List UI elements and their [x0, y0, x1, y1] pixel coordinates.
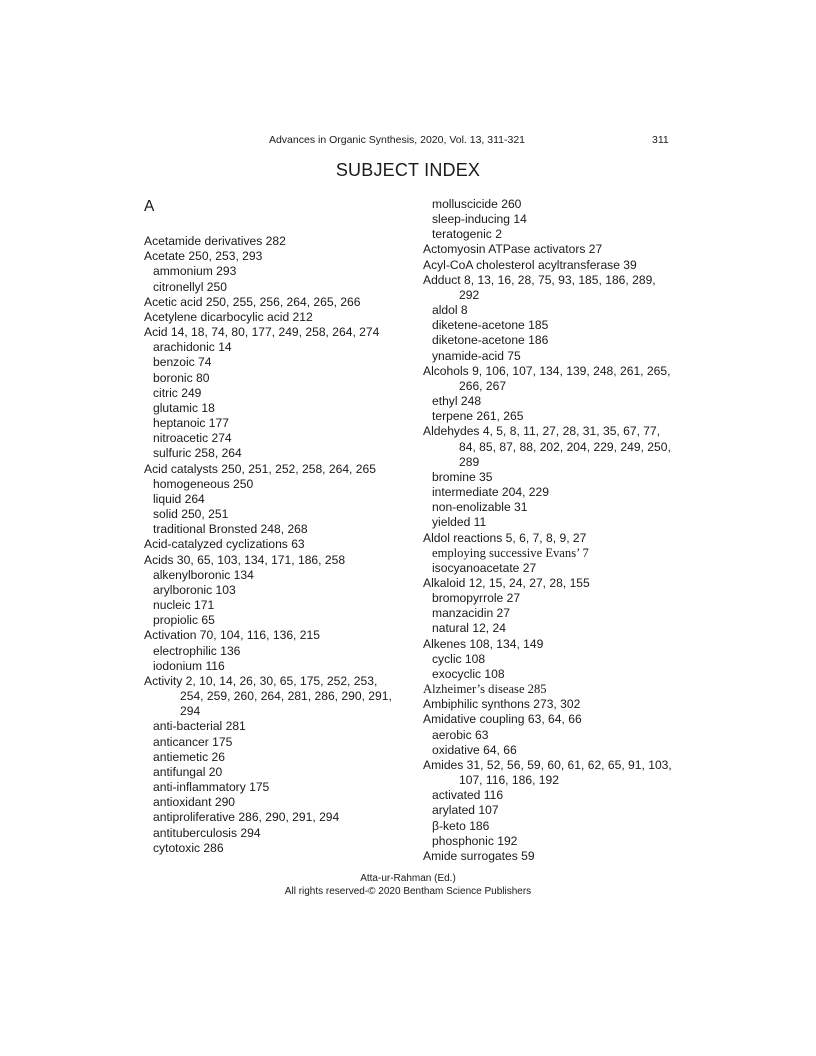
index-subentry: antioxidant 290 [153, 795, 236, 810]
journal-citation: Advances in Organic Synthesis, 2020, Vol. 13, 311-321 [268, 134, 526, 146]
index-subentry: nucleic 171 [153, 598, 215, 613]
index-entry: Acetic acid 250, 255, 256, 264, 265, 266 [144, 294, 361, 309]
index-entry: Acetate 250, 253, 293 [144, 249, 263, 264]
index-subentry: arachidonic 14 [153, 340, 232, 355]
index-subentry: glutamic 18 [153, 400, 215, 415]
index-entry: Actomyosin ATPase activators 27 [423, 242, 603, 257]
index-entry: Acyl-CoA cholesterol acyltransferase 39 [423, 257, 637, 272]
running-head [0, 134, 816, 148]
index-subentry: β-keto 186 [432, 818, 490, 833]
index-subentry: homogeneous 250 [153, 476, 254, 491]
index-entry: Aldol reactions 5, 6, 7, 8, 9, 27 [423, 530, 587, 545]
page-number: 311 [652, 134, 669, 146]
index-subentry: anticancer 175 [153, 734, 233, 749]
index-subentry: anti-bacterial 281 [153, 719, 246, 734]
index-entry: Aldehydes 4, 5, 8, 11, 27, 28, 31, 35, 67, 77, [423, 424, 661, 439]
index-subentry: oxidative 64, 66 [432, 742, 517, 757]
index-entry: Alkaloid 12, 15, 24, 27, 28, 155 [423, 576, 590, 590]
index-entry-continuation: 289 [459, 454, 480, 469]
index-subentry: iodonium 116 [153, 658, 225, 673]
index-subentry: antiproliferative 286, 290, 291, 294 [153, 810, 340, 825]
index-subentry: molluscicide 260 [432, 197, 522, 211]
index-entry: Acetylene dicarbocylic acid 212 [144, 309, 313, 324]
index-subentry: ethyl 248 [432, 394, 482, 409]
index-subentry: ammonium 293 [153, 264, 237, 279]
index-entry-continuation: 84, 85, 87, 88, 202, 204, 229, 249, 250, [459, 439, 671, 454]
index-subentry: heptanoic 177 [153, 416, 229, 431]
index-entry: Acid-catalyzed cyclizations 63 [144, 537, 305, 552]
index-entry: Alcohols 9, 106, 107, 134, 139, 248, 261, 265, [423, 363, 671, 378]
index-entry: Acetamide derivatives 282 [144, 234, 286, 248]
index-subentry: traditional Bronsted 248, 268 [153, 522, 308, 537]
page-title: SUBJECT INDEX [335, 160, 481, 180]
index-entry: Ambiphilic synthons 273, 302 [423, 697, 581, 712]
index-entry: Acid 14, 18, 74, 80, 177, 249, 258, 264, 274 [144, 325, 380, 340]
index-subentry: manzacidin 27 [432, 606, 510, 621]
index-subentry: boronic 80 [153, 370, 210, 385]
index-entry: Amides 31, 52, 56, 59, 60, 61, 62, 65, 91, 103, [423, 757, 672, 772]
index-subentry: antiemetic 26 [153, 749, 225, 764]
index-subentry: antituberculosis 294 [153, 825, 261, 840]
index-entry-continuation: 254, 259, 260, 264, 281, 286, 290, 291, [180, 689, 392, 704]
index-subentry: citric 249 [153, 385, 202, 400]
index-subentry: non-enolizable 31 [432, 500, 528, 515]
index-entry: Alzheimer’s disease 285 [423, 682, 547, 697]
index-subentry: arylated 107 [432, 803, 499, 818]
index-entry: Acid catalysts 250, 251, 252, 258, 264, 265 [144, 461, 376, 476]
index-subentry: aldol 8 [432, 303, 468, 318]
index-subentry: sleep-inducing 14 [432, 212, 527, 227]
index-subentry: terpene 261, 265 [432, 409, 524, 424]
footer-rights: All rights reserved-© 2020 Bentham Science Publishers [284, 886, 532, 897]
index-subentry: arylboronic 103 [153, 582, 236, 597]
index-subentry: ynamide-acid 75 [432, 348, 521, 363]
index-entry-continuation: 107, 116, 186, 192 [459, 773, 559, 788]
index-subentry: anti-inflammatory 175 [153, 780, 270, 795]
index-entry: Amide surrogates 59 [423, 848, 535, 863]
index-subentry: cyclic 108 [432, 651, 486, 666]
footer-editor: Atta-ur-Rahman (Ed.) [360, 873, 456, 884]
index-entry-continuation: 292 [459, 287, 480, 302]
index-entry-continuation: 266, 267 [459, 378, 507, 393]
index-subentry: propiolic 65 [153, 613, 215, 628]
index-subentry: bromine 35 [432, 469, 493, 484]
index-entry: Activity 2, 10, 14, 26, 30, 65, 175, 252, 253, [144, 673, 378, 688]
index-entry: Adduct 8, 13, 16, 28, 75, 93, 185, 186, 289, [423, 272, 656, 287]
index-subentry: yielded 11 [432, 515, 487, 530]
section-letter: A [144, 198, 155, 215]
index-entry-continuation: 294 [180, 704, 201, 719]
index-subentry: benzoic 74 [153, 355, 212, 370]
index-subentry: aerobic 63 [432, 727, 489, 742]
index-subentry: sulfuric 258, 264 [153, 446, 242, 461]
index-subentry: diketene-acetone 185 [432, 318, 549, 333]
index-subentry: electrophilic 136 [153, 643, 241, 658]
index-subentry: teratogenic 2 [432, 227, 502, 242]
index-subentry: intermediate 204, 229 [432, 485, 549, 500]
index-subentry: citronellyl 250 [153, 279, 227, 294]
index-entry: Amidative coupling 63, 64, 66 [423, 712, 582, 727]
index-subentry: liquid 264 [153, 491, 205, 506]
index-subentry: bromopyrrole 27 [432, 591, 521, 606]
index-subentry: alkenylboronic 134 [153, 567, 254, 582]
index-subentry: cytotoxic 286 [153, 840, 224, 855]
index-subentry: isocyanoacetate 27 [432, 560, 537, 575]
index-entry: Alkenes 108, 134, 149 [423, 636, 544, 651]
index-subentry: antifungal 20 [153, 764, 223, 779]
index-subentry: activated 116 [432, 788, 504, 803]
index-subentry: exocyclic 108 [432, 666, 505, 681]
index-subentry: natural 12, 24 [432, 621, 506, 636]
index-subentry: solid 250, 251 [153, 507, 229, 522]
index-entry: Activation 70, 104, 116, 136, 215 [144, 628, 320, 643]
index-subentry: phosphonic 192 [432, 833, 518, 848]
index-subentry: diketone-acetone 186 [432, 333, 549, 348]
index-entry: Acids 30, 65, 103, 134, 171, 186, 258 [144, 552, 346, 567]
index-subentry: nitroacetic 274 [153, 431, 232, 446]
index-subentry: employing successive Evans’ 7 [432, 545, 589, 560]
